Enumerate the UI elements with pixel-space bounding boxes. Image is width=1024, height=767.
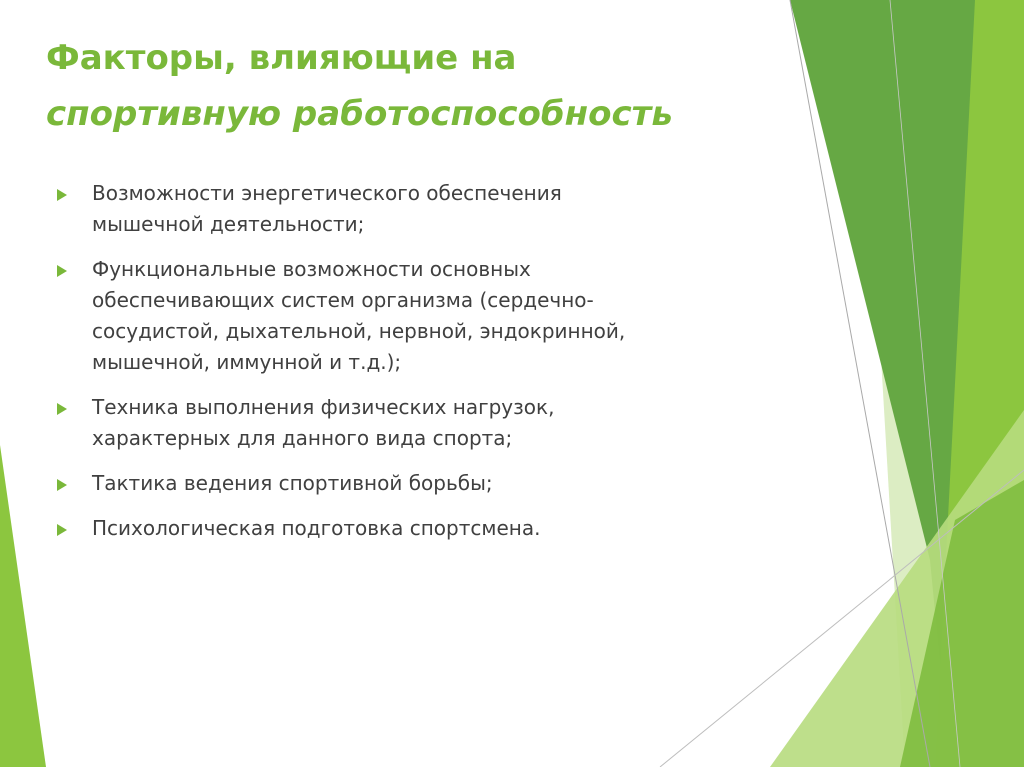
bullet-item <box>50 468 770 499</box>
left-green-sliver <box>0 445 46 767</box>
triangle-arrow-icon <box>57 403 67 415</box>
title-line-1: Факторы, влияющие на <box>46 38 517 78</box>
bullet-text: Функциональные возможности основных обеспечивающих систем организма (сердечно- сосудистой, дыхательной, нервной, эндокринной, мышечной, иммунной и т.д.); <box>92 257 626 374</box>
bullet-list <box>50 178 770 558</box>
triangle-arrow-icon <box>57 479 67 491</box>
bullet-item <box>50 392 770 454</box>
slide-title <box>46 30 806 142</box>
triangle-arrow-icon <box>57 265 67 277</box>
bullet-item <box>50 254 770 378</box>
bullet-text: Психологическая подготовка спортсмена. <box>92 516 541 540</box>
bullet-item <box>50 513 770 544</box>
bullet-item <box>50 178 770 240</box>
bullet-text: Техника выполнения физических нагрузок, характерных для данного вида спорта; <box>92 395 555 450</box>
title-line-2: спортивную работоспособность <box>46 94 673 134</box>
bullet-text: Возможности энергетического обеспечения мышечной деятельности; <box>92 181 562 236</box>
triangle-arrow-icon <box>57 524 67 536</box>
triangle-arrow-icon <box>57 189 67 201</box>
bullet-text: Тактика ведения спортивной борьбы; <box>92 471 493 495</box>
